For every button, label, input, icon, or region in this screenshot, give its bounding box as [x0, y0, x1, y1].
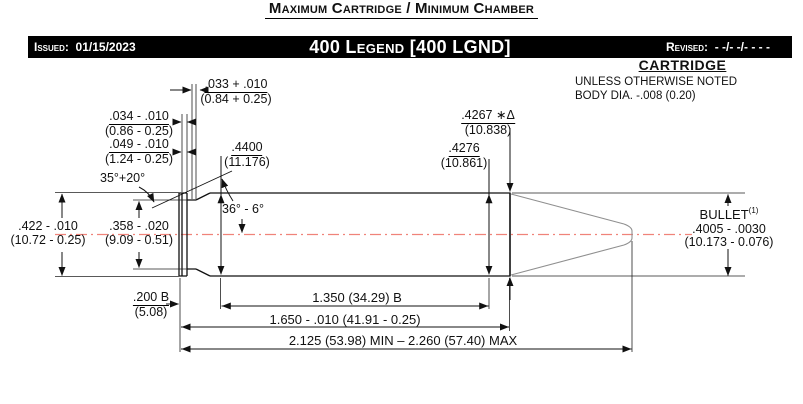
dim-label-groove: .358 - .020 (9.09 - 0.51)	[104, 219, 174, 247]
angle-label-mouth: 36° - 6°	[222, 202, 264, 216]
notes-line-1: UNLESS OTHERWISE NOTED	[575, 76, 738, 88]
bullet-title: BULLET	[699, 207, 749, 222]
dim-label-033: .033 + .010 (0.84 + 0.25)	[200, 77, 272, 106]
bullet-label: BULLET$^{(1)}$ .4005 - .0030 (10.173 - 0.076)	[684, 206, 774, 249]
bullet-footnote-ref: (1)	[748, 206, 759, 215]
revised-field: Revised: - -/- -/- - - -	[666, 40, 770, 54]
dim-label-034: .034 - .010 (0.86 - 0.25)	[104, 109, 174, 138]
dim-label-200: .200 B (5.08)	[132, 290, 170, 319]
dim-label-1650: 1.650 - .010 (41.91 - 0.25)	[269, 312, 421, 327]
dim-label-4400: .4400 (11.176)	[224, 140, 270, 169]
angle-label-head-bevel: 35°+20°	[100, 171, 146, 185]
dim-label-049: .049 - .010 (1.24 - 0.25)	[104, 137, 174, 166]
cartridge-name: 400 Legend [400 LGND]	[309, 36, 511, 57]
notes-title: CARTRIDGE	[638, 57, 727, 73]
notes-line-2: BODY DIA. -.008 (0.20)	[575, 90, 696, 102]
drawing-heading-text: Maximum Cartridge / Minimum Chamber	[265, 0, 538, 19]
dim-label-4267: .4267 ∗Δ (10.838)	[461, 108, 515, 137]
bullet-outline	[511, 194, 632, 275]
dim-label-4276: .4276 (10.861)	[440, 141, 488, 170]
issued-field: Issued: 01/15/2023	[34, 40, 136, 54]
dim-label-1350: 1.350 (34.29) B	[312, 290, 402, 305]
dim-label-rim: .422 - .010 (10.72 - 0.25)	[10, 219, 86, 247]
dim-label-overall-length: 2.125 (53.98) MIN – 2.260 (57.40) MAX	[288, 333, 518, 348]
